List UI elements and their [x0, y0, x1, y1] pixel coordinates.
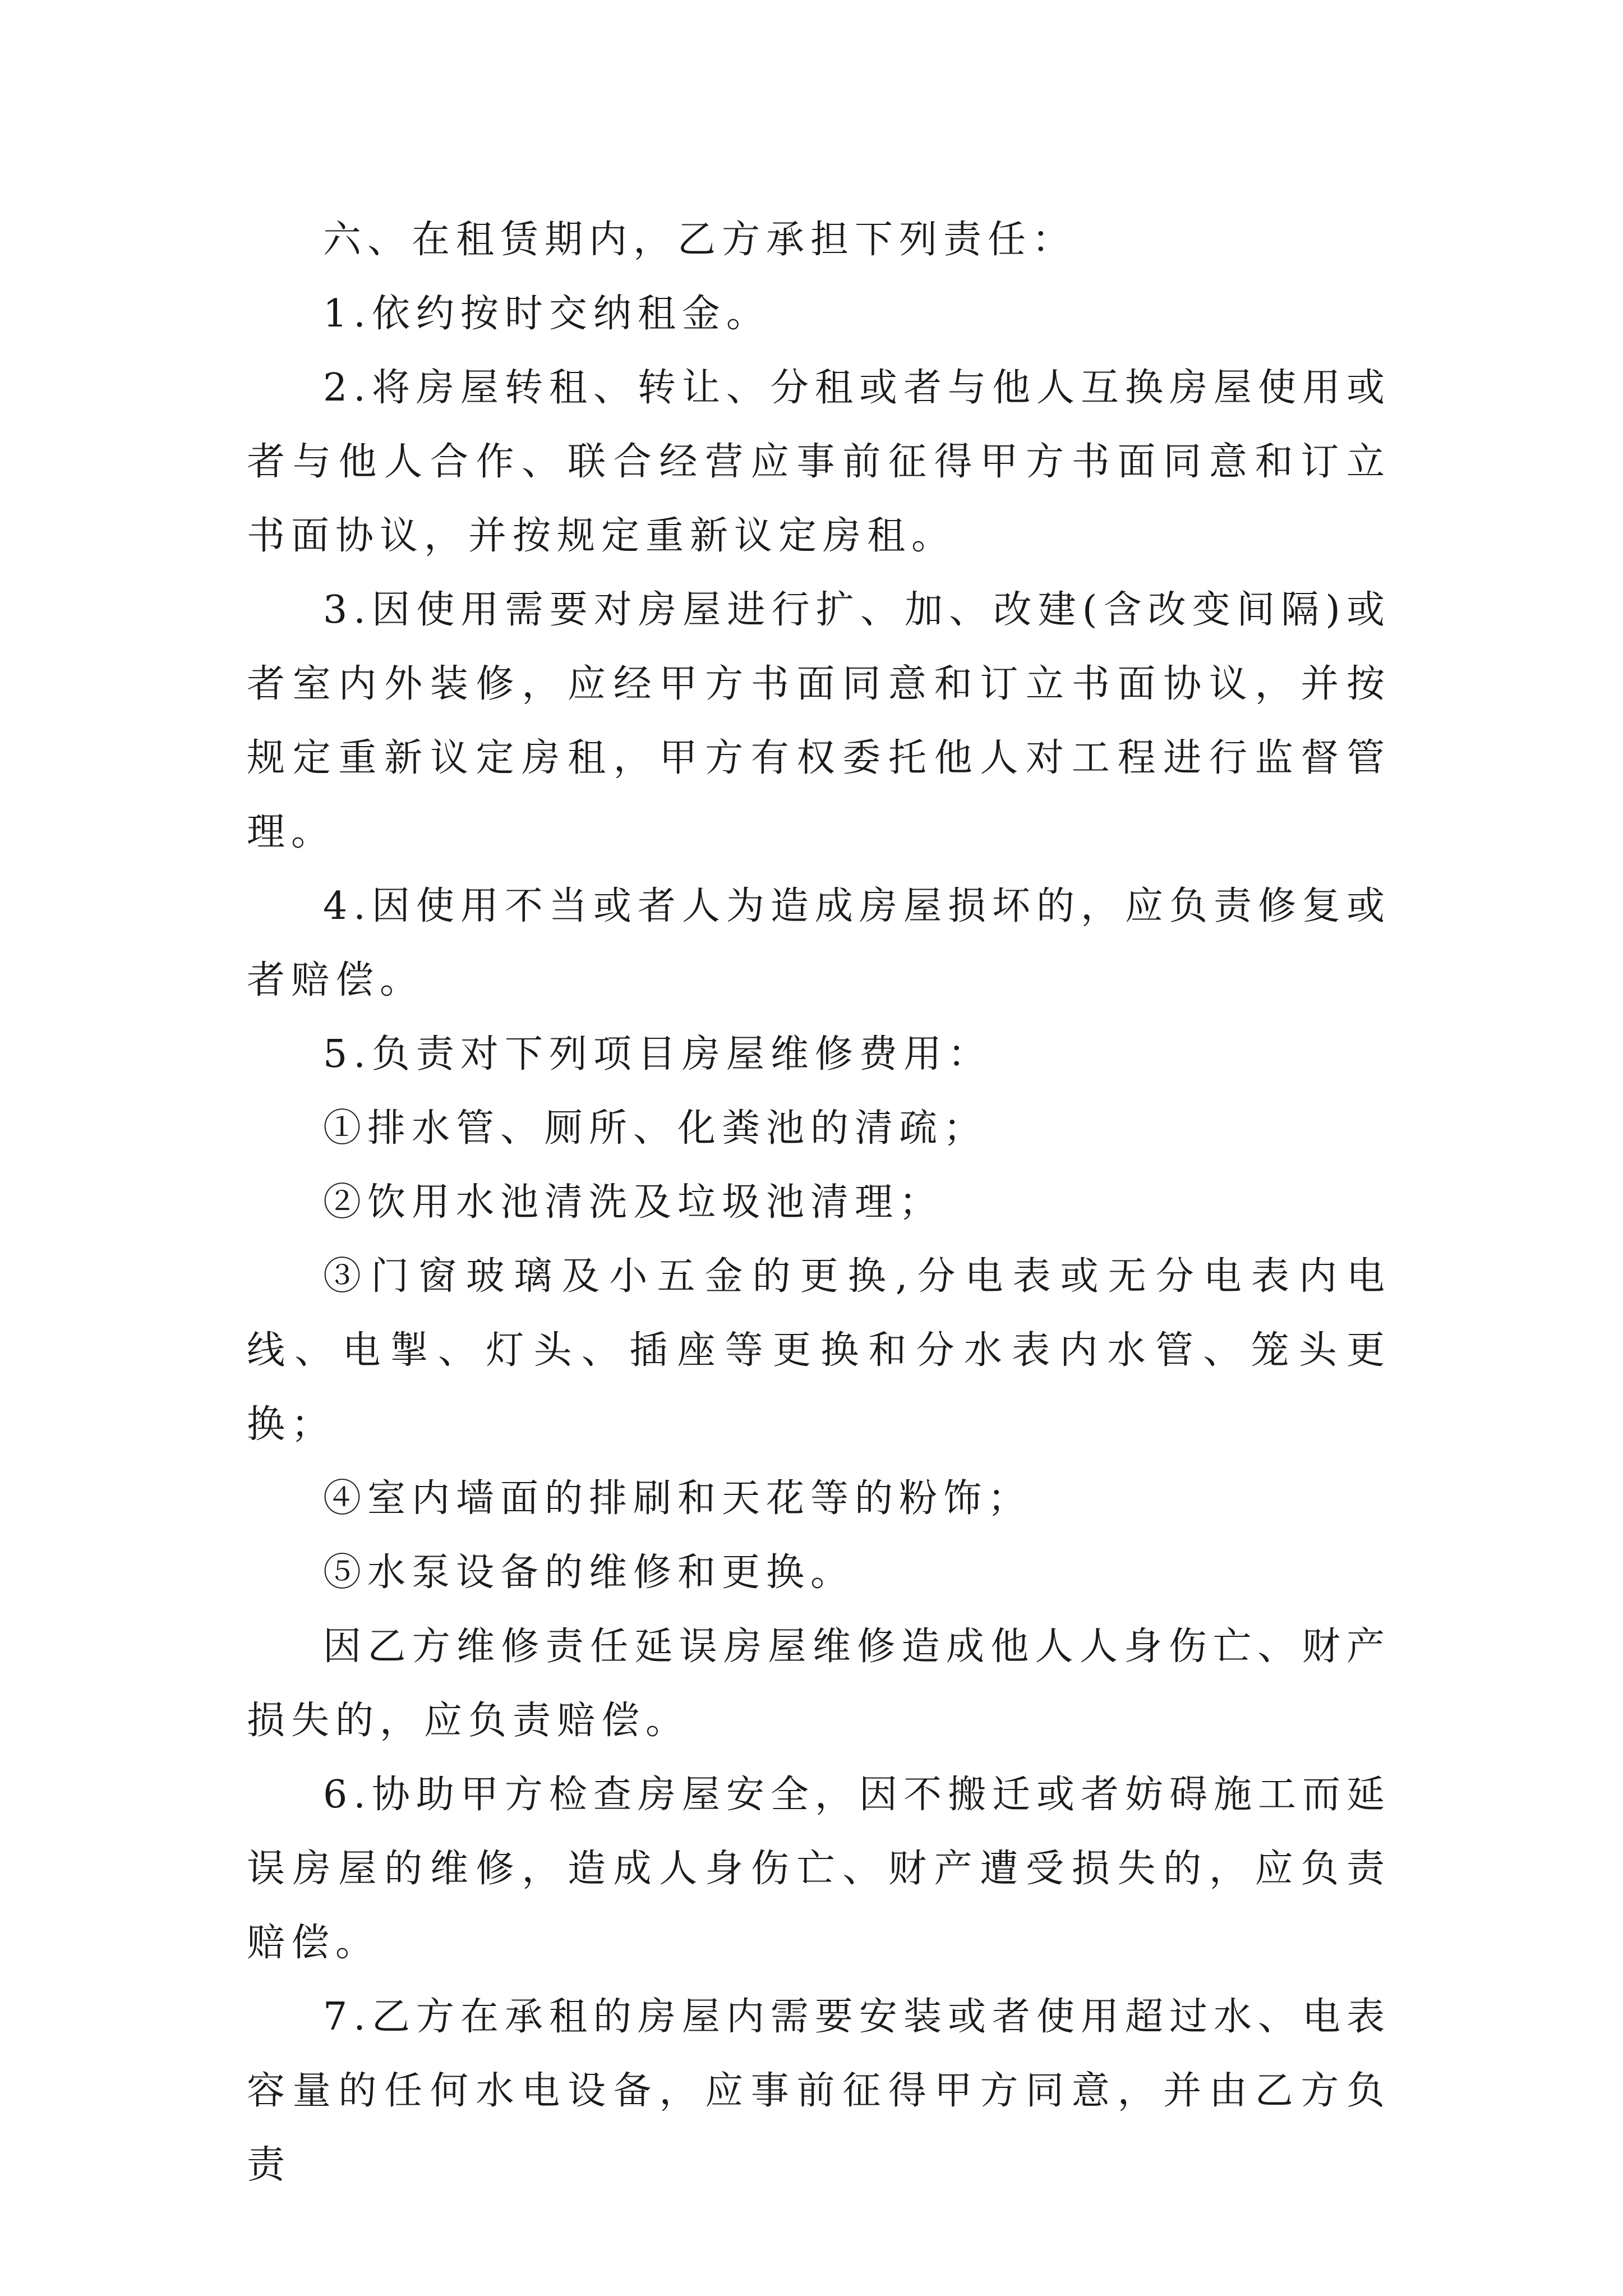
paragraph-subitem-1: ①排水管、厕所、化粪池的清疏；: [323, 1106, 988, 1151]
paragraph-subitem-3: ③门窗玻璃及小五金的更换,分电表或无分电表内电线、电掣、灯头、插座等更换和分水表内水管、笼头更换；: [247, 1254, 1391, 1447]
paragraph-item-6: 6.协助甲方检查房屋安全，因不搬迁或者妨碍施工而延误房屋的维修，造成人身伤亡、财产遭受损失的，应负责赔偿。: [247, 1773, 1391, 1965]
paragraph-item-4: 4.因使用不当或者人为造成房屋损坏的，应负责修复或者赔偿。: [247, 884, 1391, 1002]
body-text: [247, 203, 1391, 2202]
paragraph-item-2: 2.将房屋转租、转让、分租或者与他人互换房屋使用或者与他人合作、联合经营应事前征得甲方书面同意和订立书面协议，并按规定重新议定房租。: [247, 366, 1391, 558]
paragraph-item-5: 5.负责对下列项目房屋维修费用：: [323, 1032, 992, 1076]
paragraph-subitem-4: ④室内墙面的排刷和天花等的粉饰；: [323, 1476, 1032, 1521]
paragraph-subitem-5: ⑤水泵设备的维修和更换。: [323, 1550, 855, 1595]
paragraph-item-7: 7.乙方在承租的房屋内需要安装或者使用超过水、电表容量的任何水电设备，应事前征得甲方同意，并由乙方负责: [247, 1995, 1391, 2187]
paragraph-item-1: 1.依约按时交纳租金。: [323, 292, 771, 336]
paragraph-item-3: 3.因使用需要对房屋进行扩、加、改建(含改变间隔)或者室内外装修，应经甲方书面同意和订立书面协议，并按规定重新议定房租，甲方有权委托他人对工程进行监督管理。: [247, 588, 1391, 854]
paragraph-heading-responsibilities: 六、在租赁期内，乙方承担下列责任：: [323, 218, 1077, 262]
paragraph-liability-note: 因乙方维修责任延误房屋维修造成他人人身伤亡、财产损失的，应负责赔偿。: [247, 1625, 1391, 1743]
paragraph-subitem-2: ②饮用水池清洗及垃圾池清理；: [323, 1180, 944, 1225]
